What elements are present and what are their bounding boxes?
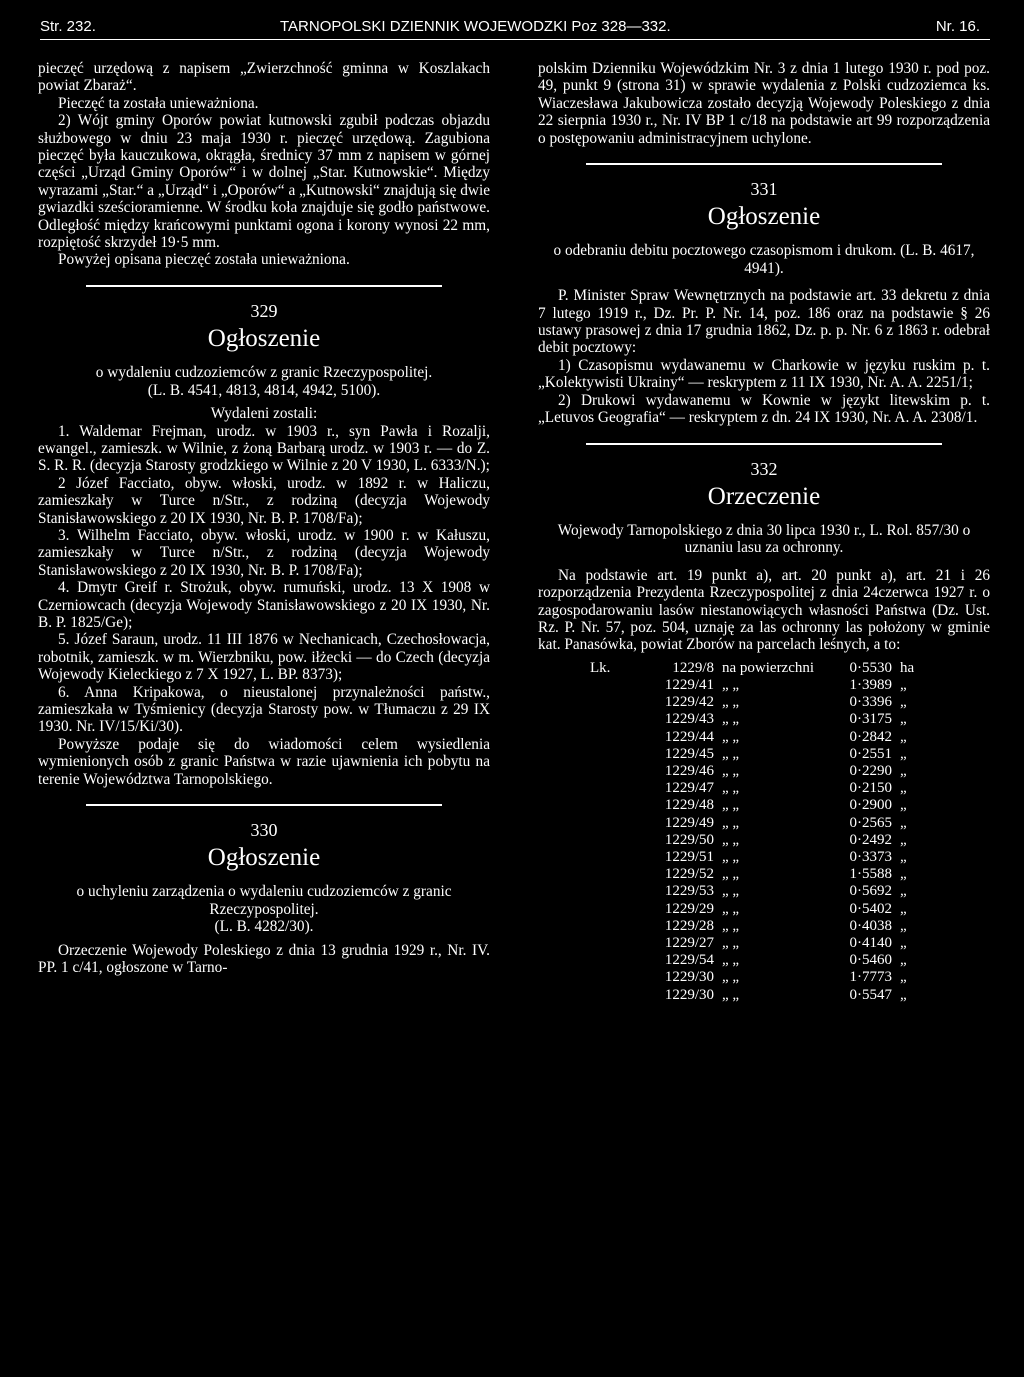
list-item: 3. Wilhelm Facciato, obyw. włoski, urodz. w 1900 r. w Kałuszu, zamieszkały w Turce n/Str., z rodziną (decyzja Wojewody Stanisławowskiego z 20 IX 1930, Nr. B. P. 1708/Fa);: [38, 526, 490, 579]
parcel-number: 1229/45: [664, 745, 714, 762]
table-row: [586, 780, 918, 797]
paragraph: 2) Wójt gminy Oporów powiat kutnowski zgubił podczas objazdu służbowego w dniu 23 maja 1930 r. pieczęć urzędową. Zagubiona pieczęć była kauczukowa, okrągła, średnicy 37 mm z napisem w górnej części „Urząd Gminy Oporów“ i w dolnej „Star. Kutnowskie“. Między wyrazami „Star.“ a „Urząd“ i „Oporów“ a „Kutnowski“ znajdują się dwie gwiazdki sześcioramienne. W środku koła znajduje się godło państwowe. Odległość między krańcowymi punktami ogona i korony wynosi 22 mm, rozpiętość skrzydeł 19·5 mm.: [38, 112, 490, 252]
parcel-area: 0·4038: [849, 917, 893, 934]
parcel-prefix: [586, 746, 632, 763]
parcel-number: 1229/54: [664, 952, 714, 969]
section-reference: (L. B. 4541, 4813, 4814, 4942, 5100).: [147, 381, 381, 399]
list-item: 6. Anna Kripakowa, o nieustalonej przynależności państw., zamieszkała w Tyśmienicy (decyzja Starosty pow. w Tłumaczu z 29 IX 1930. Nr. IV/15/Ki/30).: [38, 683, 490, 736]
table-row: [586, 815, 918, 832]
list-item: 1. Waldemar Frejman, urodz. w 1903 r., syn Pawła i Rozalji, ewangel., zamieszk. w Wilnie, z żoną Barbarą urodz. w 1903 r. — do Z. S. R. R. (decyzja Starosty grodzkiego w Wilnie z 20 V 1930, L. 6333/N.);: [38, 422, 490, 475]
parcel-area: 0·2290: [849, 762, 893, 779]
section-number: 331: [750, 179, 778, 200]
section-heading: Ogłoszenie: [707, 203, 821, 231]
parcel-prefix: [586, 918, 632, 935]
parcel-area-label: „ „: [722, 935, 740, 951]
parcel-number: 1229/49: [664, 814, 714, 831]
table-row: [586, 969, 918, 986]
parcel-area-label: na powierzchni: [722, 659, 815, 676]
journal-title: TARNOPOLSKI DZIENNIK WOJEWODZKI Poz 328—332.: [280, 18, 671, 35]
section-lead: Wydaleni zostali:: [210, 405, 318, 423]
paragraph: Powyższe podaje się do wiadomości celem wysiedlenia wymienionych osób z granic Państwa w razie ujawnienia ich pobytu na terenie Województwa Tarnopolskiego.: [38, 735, 490, 788]
section-number: 329: [250, 300, 278, 321]
table-row: [586, 918, 918, 935]
section-heading: Ogłoszenie: [207, 325, 321, 353]
parcel-area: 0·2492: [849, 831, 893, 848]
section-divider: [586, 163, 942, 165]
parcel-prefix: Lk.: [590, 659, 611, 676]
parcel-area: 0·3373: [849, 848, 893, 865]
parcel-area: 1·7773: [849, 969, 893, 986]
parcel-unit: ha: [900, 659, 915, 676]
parcel-unit: „: [900, 728, 907, 745]
table-row: [586, 849, 918, 866]
parcel-prefix: [586, 797, 632, 814]
parcel-area-label: „ „: [722, 694, 740, 711]
table-row: [586, 797, 918, 814]
parcel-unit: „: [900, 762, 907, 779]
paragraph: Powyżej opisana pieczęć została unieważniona.: [58, 251, 350, 269]
parcel-prefix: [586, 763, 632, 780]
section-divider: [586, 443, 942, 445]
parcel-area-label: „ „: [722, 848, 740, 865]
header-rule: [40, 39, 990, 40]
table-row: [586, 763, 918, 780]
parcel-area: 0·2565: [849, 814, 893, 831]
parcel-number: 1229/53: [664, 883, 714, 900]
parcel-area: 0·5460: [849, 952, 893, 969]
parcel-unit: „: [900, 969, 907, 986]
parcel-area: 0·5547: [849, 986, 893, 1003]
parcel-unit: „: [900, 952, 907, 969]
parcel-prefix: [586, 694, 632, 711]
parcel-unit: „: [900, 780, 907, 797]
parcel-prefix: [586, 901, 632, 918]
table-row: [586, 711, 918, 728]
parcel-unit: „: [900, 745, 907, 762]
paragraph: Orzeczenie Wojewody Poleskiego z dnia 13 grudnia 1929 r., Nr. IV. PP. 1 c/41, ogłoszone w Tarno-: [38, 941, 490, 977]
paragraph: Pieczęć ta została unieważniona.: [58, 94, 259, 112]
parcel-number: 1229/29: [664, 900, 714, 917]
parcel-area: 0·5530: [849, 659, 893, 676]
paragraph: P. Minister Spraw Wewnętrznych na podstawie art. 33 dekretu z dnia 7 lutego 1919 r., Dz. Pr. P. Nr. 14, poz. 186 oraz na podstawie § 26 ustawy prasowej z dnia 17 grudnia 1862, Dz. p. p. Nr. 6 z 1863 r. odebrał debit pocztowy:: [538, 287, 990, 357]
list-item: 1) Czasopismu wydawanemu w Charkowie w języku ruskim p. t. „Kolektywisti Ukrainy“ — reskryptem z 11 IX 1930, Nr. A. A. 2251/1;: [538, 356, 990, 392]
section-subject: o odebraniu debitu pocztowego czasopismom i drukom. (L. B. 4617, 4941).: [553, 242, 975, 277]
parcel-area: 0·5402: [849, 900, 893, 917]
parcel-prefix: [586, 866, 632, 883]
parcel-area-label: „ „: [722, 866, 740, 883]
parcel-prefix: [586, 883, 632, 900]
parcel-number: 1229/43: [664, 711, 714, 728]
list-item: 2 Józef Facciato, obyw. włoski, urodz. w 1892 r. w Haliczu, zamieszkały w Turce n/Str., z rodziną (decyzja Wojewody Stanisławowskiego z 20 IX 1930, Nr. B. P. 1708/Fa);: [38, 474, 490, 527]
list-item: 2) Drukowi wydawanemu w Kownie w językt litewskim p. t. „Letuvos Geografia“ — reskryptem z dn. 24 IX 1930, Nr. A. A. 2308/1.: [538, 391, 990, 427]
parcel-area-label: „ „: [722, 831, 740, 848]
section-heading: Orzeczenie: [707, 482, 821, 510]
parcel-area-label: „ „: [722, 780, 740, 797]
right-column: [538, 60, 990, 1004]
parcel-area: 0·2150: [849, 780, 893, 797]
parcel-unit: „: [900, 676, 907, 693]
parcel-unit: „: [900, 883, 907, 900]
parcel-prefix: [586, 849, 632, 866]
parcel-number: 1229/50: [664, 831, 714, 848]
section-divider: [86, 804, 442, 806]
parcel-area-label: „ „: [722, 711, 740, 728]
list-item: 5. Józef Saraun, urodz. 11 III 1876 w Nechanicach, Czechosłowacja, robotnik, zamieszk. w m. Wierzbniku, pow. iłżecki — do Czech (decyzja Wojewody Kieleckiego z 7 X 1927, L. BP. 8373);: [38, 631, 490, 684]
parcel-area-label: „ „: [722, 952, 740, 969]
parcel-unit: „: [900, 694, 907, 711]
paragraph: pieczęć urzędową z napisem „Zwierzchność gminna w Koszlakach powiat Zbaraż“.: [38, 60, 490, 95]
parcel-number: 1229/8: [672, 659, 714, 676]
parcel-unit: „: [900, 848, 907, 865]
parcel-area: 0·2551: [849, 745, 893, 762]
table-row: [586, 952, 918, 969]
parcel-area: 0·3396: [849, 694, 893, 711]
paragraph: polskim Dzienniku Wojewódzkim Nr. 3 z dnia 1 lutego 1930 r. pod poz. 49, punkt 9 (strona 31) w sprawie wydalenia z Polski cudzoziemca ks. Wiaczesława Jakubowicza zostało decyzją Wojewody Poleskiego z dnia 22 sierpnia 1930 r., Nr. IV BP 1 c/18 na podstawie art 99 rozporządzenia o postępowaniu administracyjnem uchylone.: [538, 60, 990, 147]
parcel-unit: „: [900, 814, 907, 831]
parcel-prefix: [586, 729, 632, 746]
parcel-area: 0·5692: [849, 883, 893, 900]
parcel-number: 1229/28: [664, 917, 714, 934]
parcel-area-label: „ „: [722, 814, 740, 831]
table-row: [586, 694, 918, 711]
parcel-number: 1229/46: [664, 762, 714, 779]
parcel-prefix: [586, 935, 632, 952]
issue-number: Nr. 16.: [935, 18, 980, 35]
parcel-prefix: [586, 677, 632, 694]
parcel-unit: „: [900, 866, 907, 883]
parcel-area-label: „ „: [722, 883, 740, 900]
table-row: [586, 866, 918, 883]
parcel-area-label: „ „: [722, 676, 740, 693]
parcel-number: 1229/47: [664, 780, 714, 797]
parcel-number: 1229/48: [664, 797, 714, 814]
section-subject: o uchyleniu zarządzenia o wydaleniu cudzoziemców z granic Rzeczypospolitej.: [76, 883, 452, 918]
parcel-area-label: „ „: [722, 762, 740, 779]
parcel-unit: „: [900, 711, 907, 728]
running-header: [40, 18, 990, 40]
section-heading: Ogłoszenie: [207, 844, 321, 872]
paragraph: Na podstawie art. 19 punkt a), art. 20 punkt a), art. 21 i 26 rozporządzenia Prezydenta Rzeczypospolitej z dnia 24czerwca 1927 r. o zagospodarowaniu lasów niestanowiących własności Państwa (Dz. Ust. Rz. P. Nr. 57, poz. 504, uznaję za las ochronny las położony w gminie kat. Panasówka, powiat Zborów na parcelach leśnych, a to:: [538, 566, 990, 654]
parcel-number: 1229/41: [664, 676, 714, 693]
table-row: [586, 660, 918, 677]
parcel-number: 1229/44: [664, 728, 714, 745]
list-item: 4. Dmytr Greif r. Strożuk, obyw. rumuński, urodz. 13 X 1908 w Czerniowcach (decyzja Wojewody Stanisławowskiego z 20 IX 1930, Nr. B. P. 1825/Ge);: [38, 579, 490, 631]
section-number: 330: [250, 820, 278, 841]
parcel-unit: „: [900, 797, 907, 814]
parcel-area: 0·4140: [849, 935, 893, 951]
parcel-unit: „: [900, 917, 907, 934]
parcel-area-label: „ „: [722, 969, 740, 986]
parcel-area-label: „ „: [722, 797, 740, 814]
parcel-area: 0·2900: [849, 797, 893, 814]
parcel-area-label: „ „: [722, 986, 740, 1003]
parcel-unit: „: [900, 986, 907, 1003]
parcel-area: 1·3989: [849, 676, 893, 693]
parcel-unit: „: [900, 900, 907, 917]
parcel-unit: „: [900, 831, 907, 848]
parcel-area: 0·2842: [849, 728, 893, 745]
section-reference: (L. B. 4282/30).: [214, 918, 314, 936]
parcel-number: 1229/27: [664, 935, 714, 951]
section-subject: Wojewody Tarnopolskiego z dnia 30 lipca 1930 r., L. Rol. 857/30 o uznaniu lasu za ochronny.: [557, 521, 971, 557]
parcel-area-label: „ „: [722, 745, 740, 762]
page-number: Str. 232.: [40, 18, 96, 35]
table-row: [586, 746, 918, 763]
left-column: [38, 60, 490, 976]
parcel-prefix: [586, 780, 632, 797]
parcel-area: 1·5588: [849, 866, 893, 883]
parcel-prefix: [586, 711, 632, 728]
parcel-number: 1229/30: [664, 969, 714, 986]
parcel-number: 1229/51: [664, 848, 714, 865]
table-row: [586, 883, 918, 900]
parcel-number: 1229/52: [664, 866, 714, 883]
parcel-unit: „: [900, 935, 907, 951]
parcel-prefix: [586, 815, 632, 832]
parcel-table: [586, 660, 918, 1004]
table-row: [586, 901, 918, 918]
table-row: [586, 832, 918, 849]
section-subject: o wydaleniu cudzoziemców z granic Rzeczypospolitej.: [95, 364, 433, 382]
table-row: [586, 987, 918, 1004]
section-number: 332: [750, 458, 778, 479]
parcel-number: 1229/42: [664, 694, 714, 711]
section-divider: [86, 285, 442, 287]
parcel-area-label: „ „: [722, 900, 740, 917]
parcel-area-label: „ „: [722, 728, 740, 745]
parcel-area-label: „ „: [722, 917, 740, 934]
table-row: [586, 677, 918, 694]
parcel-prefix: [586, 987, 632, 1004]
parcel-number: 1229/30: [664, 986, 714, 1003]
table-row: [586, 729, 918, 746]
parcel-prefix: [586, 952, 632, 969]
parcel-area: 0·3175: [849, 711, 893, 728]
table-row: [586, 935, 918, 952]
parcel-prefix: [586, 969, 632, 986]
parcel-prefix: [586, 832, 632, 849]
